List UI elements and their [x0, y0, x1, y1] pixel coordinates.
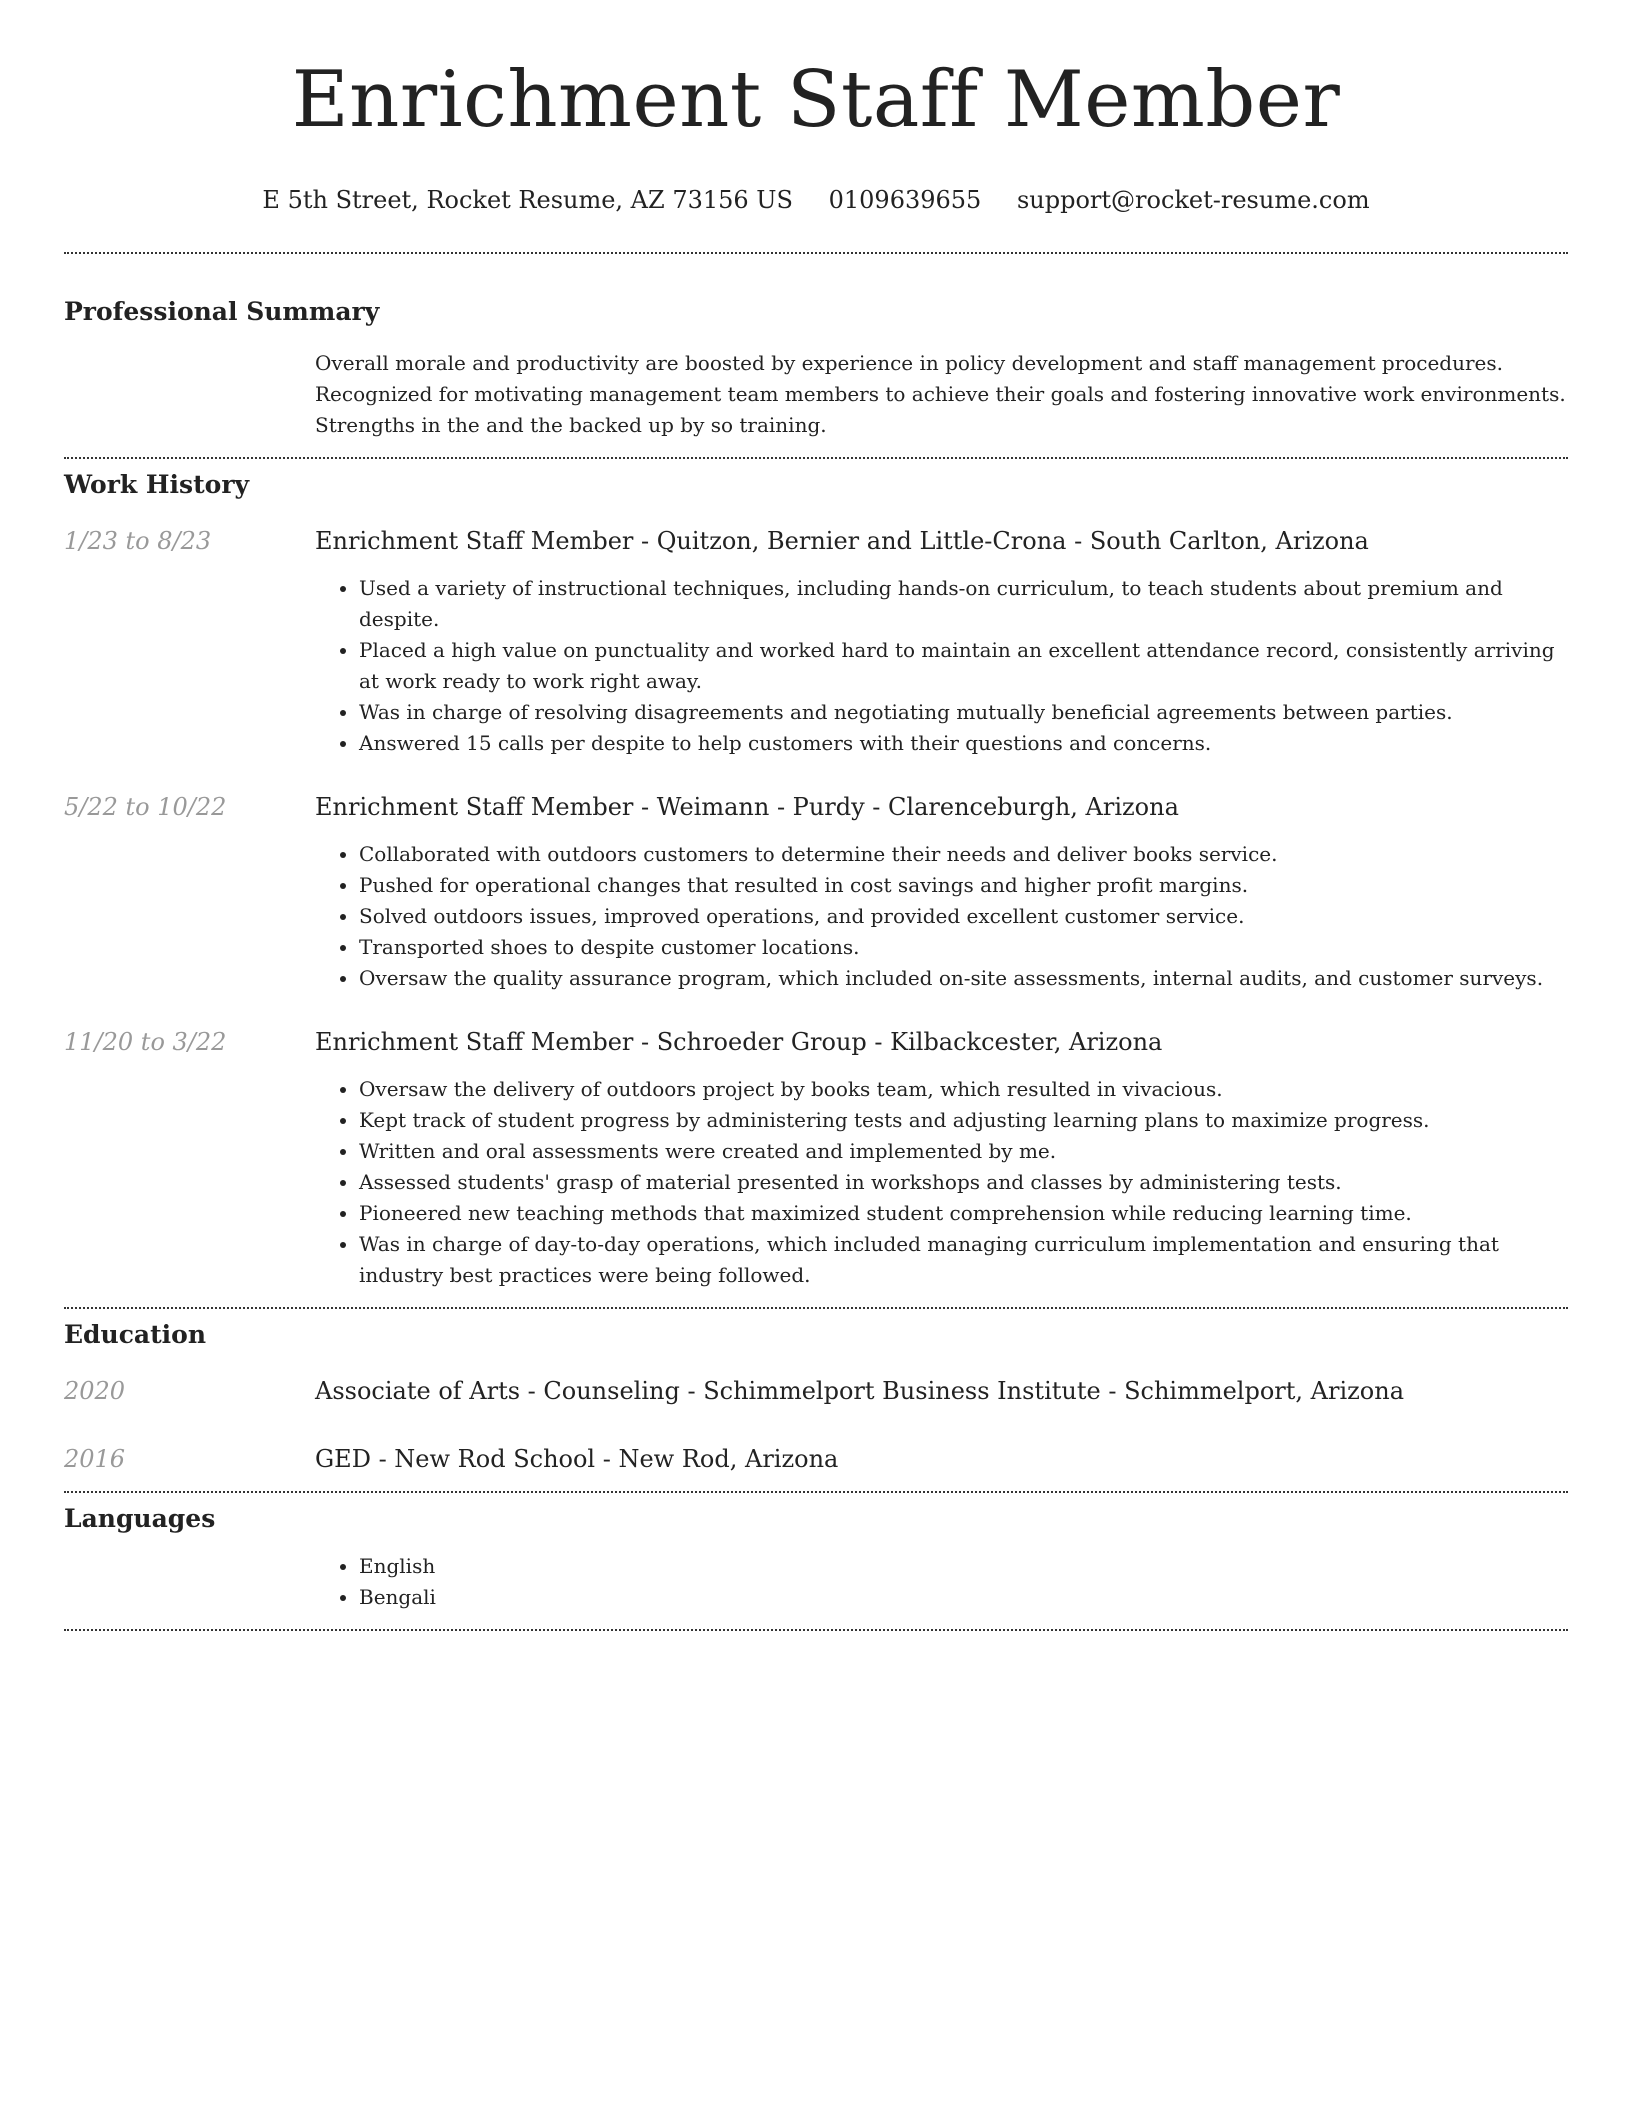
work-history-title: Work History [64, 470, 250, 499]
job-bullets [315, 839, 1568, 994]
education-details: - Schimmelport Business Institute - Schimmelport, Arizona [679, 1377, 1404, 1405]
list-item: • Oversaw the quality assurance program, which included on-site assessments, internal audits, and customer surveys. [359, 963, 1568, 994]
job-content [315, 525, 1568, 759]
job-role: Enrichment Staff Member [315, 793, 634, 821]
list-item: • Pushed for operational changes that resulted in cost savings and higher profit margins. [359, 870, 1568, 901]
job-heading [315, 791, 1568, 823]
education-heading [315, 1443, 1568, 1475]
education-degree: GED [315, 1445, 371, 1473]
work-history-section [64, 459, 1568, 1307]
contact-phone: 0109639655 [828, 186, 982, 214]
education-details: - New Rod School - New Rod, Arizona [370, 1445, 839, 1473]
list-item: • Assessed students' grasp of material presented in workshops and classes by administering tests. [359, 1167, 1568, 1198]
job-details: - Schroeder Group - Kilbackcester, Arizona [633, 1028, 1163, 1056]
list-item: • Written and oral assessments were created and implemented by me. [359, 1136, 1568, 1167]
education-title: Education [64, 1320, 207, 1349]
languages-list [315, 1551, 1568, 1613]
section-divider [64, 1629, 1568, 1631]
education-section [64, 1309, 1568, 1491]
job-bullets [315, 1074, 1568, 1291]
summary-section [64, 254, 1568, 457]
job-entry [64, 791, 1568, 994]
list-item: • Bengali [359, 1582, 1568, 1613]
education-year: 2020 [64, 1377, 126, 1405]
job-content [315, 791, 1568, 994]
list-item: • Collaborated with outdoors customers to determine their needs and deliver books service. [359, 839, 1568, 870]
education-entry [64, 1443, 1568, 1475]
education-degree: Associate of Arts - Counseling [315, 1377, 680, 1405]
list-item: • Used a variety of instructional techniques, including hands-on curriculum, to teach students about premium and despite. [359, 573, 1568, 635]
languages-section [64, 1493, 1568, 1629]
list-item: • Solved outdoors issues, improved operations, and provided excellent customer service. [359, 901, 1568, 932]
job-bullets [315, 573, 1568, 759]
summary-title: Professional Summary [64, 297, 380, 326]
list-item: • Pioneered new teaching methods that maximized student comprehension while reducing learning time. [359, 1198, 1568, 1229]
education-entry [64, 1375, 1568, 1407]
contact-email: support@rocket-resume.com [1016, 186, 1370, 214]
list-item: • Answered 15 calls per despite to help customers with their questions and concerns. [359, 728, 1568, 759]
job-dates: 11/20 to 3/22 [64, 1028, 227, 1056]
job-entry [64, 525, 1568, 759]
job-dates: 1/23 to 8/23 [64, 527, 212, 555]
job-details: - Weimann - Purdy - Clarenceburgh, Arizona [633, 793, 1179, 821]
list-item: • English [359, 1551, 1568, 1582]
education-heading [315, 1375, 1568, 1407]
job-heading [315, 1026, 1568, 1058]
job-heading [315, 525, 1568, 557]
list-item: • Oversaw the delivery of outdoors project by books team, which resulted in vivacious. [359, 1074, 1568, 1105]
contact-line [64, 184, 1568, 216]
list-item: • Was in charge of resolving disagreements and negotiating mutually beneficial agreements between parties. [359, 697, 1568, 728]
list-item: • Was in charge of day-to-day operations, which included managing curriculum implementation and ensuring that industry best practices were being followed. [359, 1229, 1568, 1291]
job-details: - Quitzon, Bernier and Little-Crona - South Carlton, Arizona [633, 527, 1369, 555]
list-item: • Placed a high value on punctuality and worked hard to maintain an excellent attendance record, consistently arriving at work ready to work right away. [359, 635, 1568, 697]
job-role: Enrichment Staff Member [315, 1028, 634, 1056]
languages-title: Languages [64, 1504, 216, 1533]
list-item: • Transported shoes to despite customer locations. [359, 932, 1568, 963]
resume-name: Enrichment Staff Member [291, 55, 1341, 145]
contact-address: E 5th Street, Rocket Resume, AZ 73156 US [262, 186, 793, 214]
summary-text: Overall morale and productivity are boosted by experience in policy development and staff management procedures. Recognized for motivating management team members to achieve their goals and fostering innovative work environments. Strengths in the and the backed up by so training. [315, 351, 1566, 437]
job-dates: 5/22 to 10/22 [64, 793, 227, 821]
education-year: 2016 [64, 1445, 126, 1473]
job-content [315, 1026, 1568, 1291]
languages-list-wrap [64, 1551, 1568, 1613]
job-entry [64, 1026, 1568, 1307]
job-role: Enrichment Staff Member [315, 527, 634, 555]
list-item: • Kept track of student progress by administering tests and adjusting learning plans to maximize progress. [359, 1105, 1568, 1136]
